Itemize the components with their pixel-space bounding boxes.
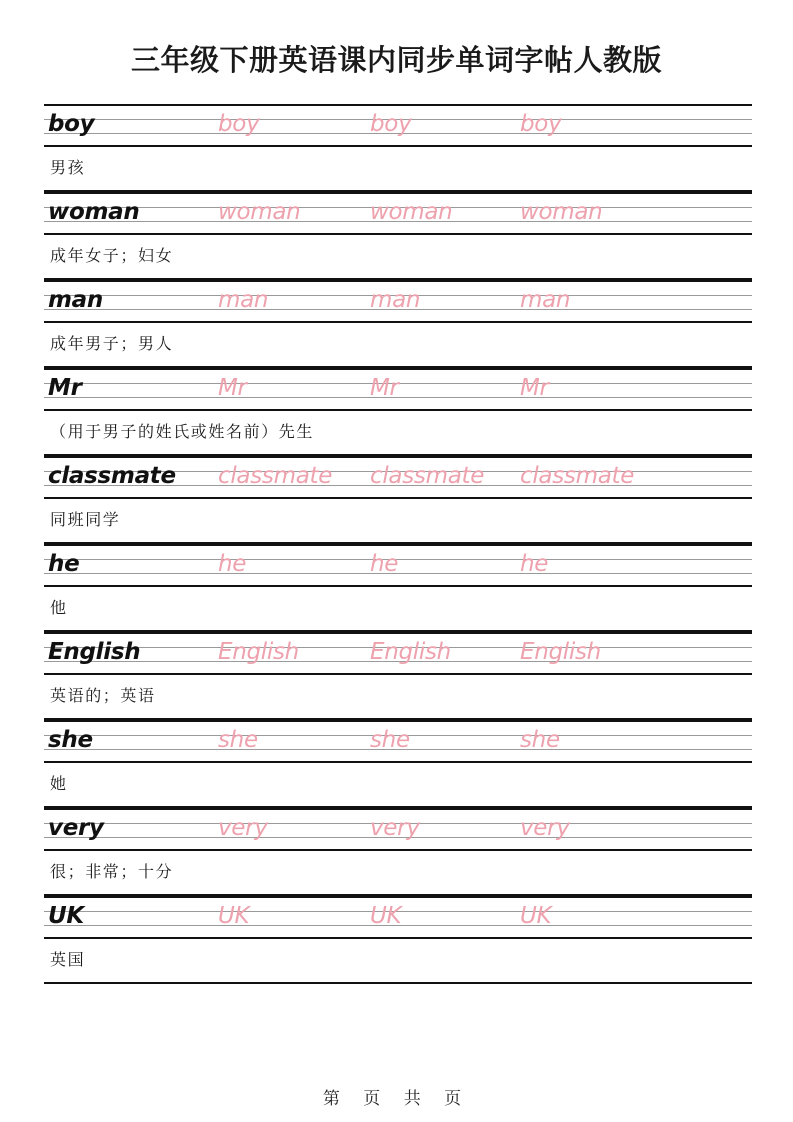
- model-word: English: [48, 639, 141, 665]
- model-word: man: [48, 287, 103, 313]
- page-footer: 第 页 共 页: [322, 1089, 471, 1109]
- model-word: boy: [48, 111, 95, 137]
- trace-word[interactable]: he: [218, 551, 247, 577]
- translation-row: [44, 235, 752, 280]
- model-word: he: [48, 551, 80, 577]
- translation-row: [44, 147, 752, 192]
- trace-word[interactable]: very: [218, 815, 268, 841]
- page-title: 三年级下册英语课内同步单词字帖人教版: [130, 43, 662, 77]
- trace-word[interactable]: very: [520, 815, 570, 841]
- trace-word[interactable]: UK: [520, 903, 552, 929]
- four-line-rule-band: [44, 808, 752, 851]
- four-line-rule-band: [44, 896, 752, 939]
- trace-word[interactable]: boy: [370, 111, 412, 137]
- four-line-rule-band: [44, 280, 752, 323]
- model-word: Mr: [48, 375, 82, 401]
- trace-word[interactable]: she: [520, 727, 560, 753]
- four-line-rule-band: [44, 544, 752, 587]
- trace-word[interactable]: man: [370, 287, 421, 313]
- word-block: [44, 896, 752, 984]
- four-line-rule-band: [44, 720, 752, 763]
- translation-row: [44, 323, 752, 368]
- word-block: [44, 280, 752, 368]
- trace-word[interactable]: classmate: [520, 463, 635, 489]
- trace-word[interactable]: man: [218, 287, 269, 313]
- trace-word[interactable]: classmate: [218, 463, 333, 489]
- word-writing-row: [44, 898, 752, 937]
- word-translation: 男孩: [50, 158, 86, 177]
- translation-row: [44, 587, 752, 632]
- word-writing-row: [44, 546, 752, 585]
- word-block: [44, 632, 752, 720]
- trace-word[interactable]: English: [520, 639, 601, 665]
- word-writing-row: [44, 634, 752, 673]
- four-line-rule-band: [44, 104, 752, 147]
- translation-row: [44, 763, 752, 808]
- trace-word[interactable]: Mr: [218, 375, 247, 401]
- word-translation: 成年女子；妇女: [50, 246, 174, 265]
- four-line-rule-band: [44, 632, 752, 675]
- word-block: [44, 456, 752, 544]
- trace-word[interactable]: English: [218, 639, 299, 665]
- translation-row: [44, 499, 752, 544]
- trace-word[interactable]: woman: [520, 199, 603, 225]
- word-translation: 同班同学: [50, 510, 121, 529]
- word-block: [44, 104, 752, 192]
- word-block: [44, 368, 752, 456]
- word-block: [44, 808, 752, 896]
- trace-word[interactable]: UK: [370, 903, 402, 929]
- trace-word[interactable]: UK: [218, 903, 250, 929]
- word-translation: 英语的；英语: [50, 686, 156, 705]
- word-block: [44, 192, 752, 280]
- model-word: she: [48, 727, 93, 753]
- trace-word[interactable]: boy: [520, 111, 562, 137]
- model-word: UK: [48, 903, 84, 929]
- word-writing-row: [44, 194, 752, 233]
- word-block: [44, 544, 752, 632]
- trace-word[interactable]: boy: [218, 111, 260, 137]
- four-line-rule-band: [44, 456, 752, 499]
- word-translation: 她: [50, 774, 68, 793]
- word-translation: 成年男子；男人: [50, 334, 174, 353]
- model-word: woman: [48, 199, 140, 225]
- trace-word[interactable]: very: [370, 815, 420, 841]
- model-word: classmate: [48, 463, 176, 489]
- trace-word[interactable]: man: [520, 287, 571, 313]
- trace-word[interactable]: she: [218, 727, 258, 753]
- translation-row: [44, 411, 752, 456]
- word-writing-row: [44, 810, 752, 849]
- word-writing-row: [44, 458, 752, 497]
- word-writing-row: [44, 282, 752, 321]
- trace-word[interactable]: Mr: [370, 375, 399, 401]
- trace-word[interactable]: Mr: [520, 375, 549, 401]
- word-writing-row: [44, 106, 752, 145]
- four-line-rule-band: [44, 368, 752, 411]
- word-writing-row: [44, 722, 752, 761]
- word-translation: 很；非常；十分: [50, 862, 174, 881]
- trace-word[interactable]: woman: [218, 199, 301, 225]
- word-translation: 他: [50, 598, 68, 617]
- trace-word[interactable]: classmate: [370, 463, 485, 489]
- trace-word[interactable]: he: [520, 551, 549, 577]
- translation-row: [44, 939, 752, 984]
- word-translation: （用于男子的姓氏或姓名前）先生: [50, 422, 315, 441]
- word-block: [44, 720, 752, 808]
- trace-word[interactable]: she: [370, 727, 410, 753]
- word-writing-row: [44, 370, 752, 409]
- trace-word[interactable]: woman: [370, 199, 453, 225]
- word-translation: 英国: [50, 950, 86, 969]
- trace-word[interactable]: he: [370, 551, 399, 577]
- model-word: very: [48, 815, 104, 841]
- four-line-rule-band: [44, 192, 752, 235]
- trace-word[interactable]: English: [370, 639, 451, 665]
- translation-row: [44, 675, 752, 720]
- word-practice-sheet: [44, 104, 752, 984]
- translation-row: [44, 851, 752, 896]
